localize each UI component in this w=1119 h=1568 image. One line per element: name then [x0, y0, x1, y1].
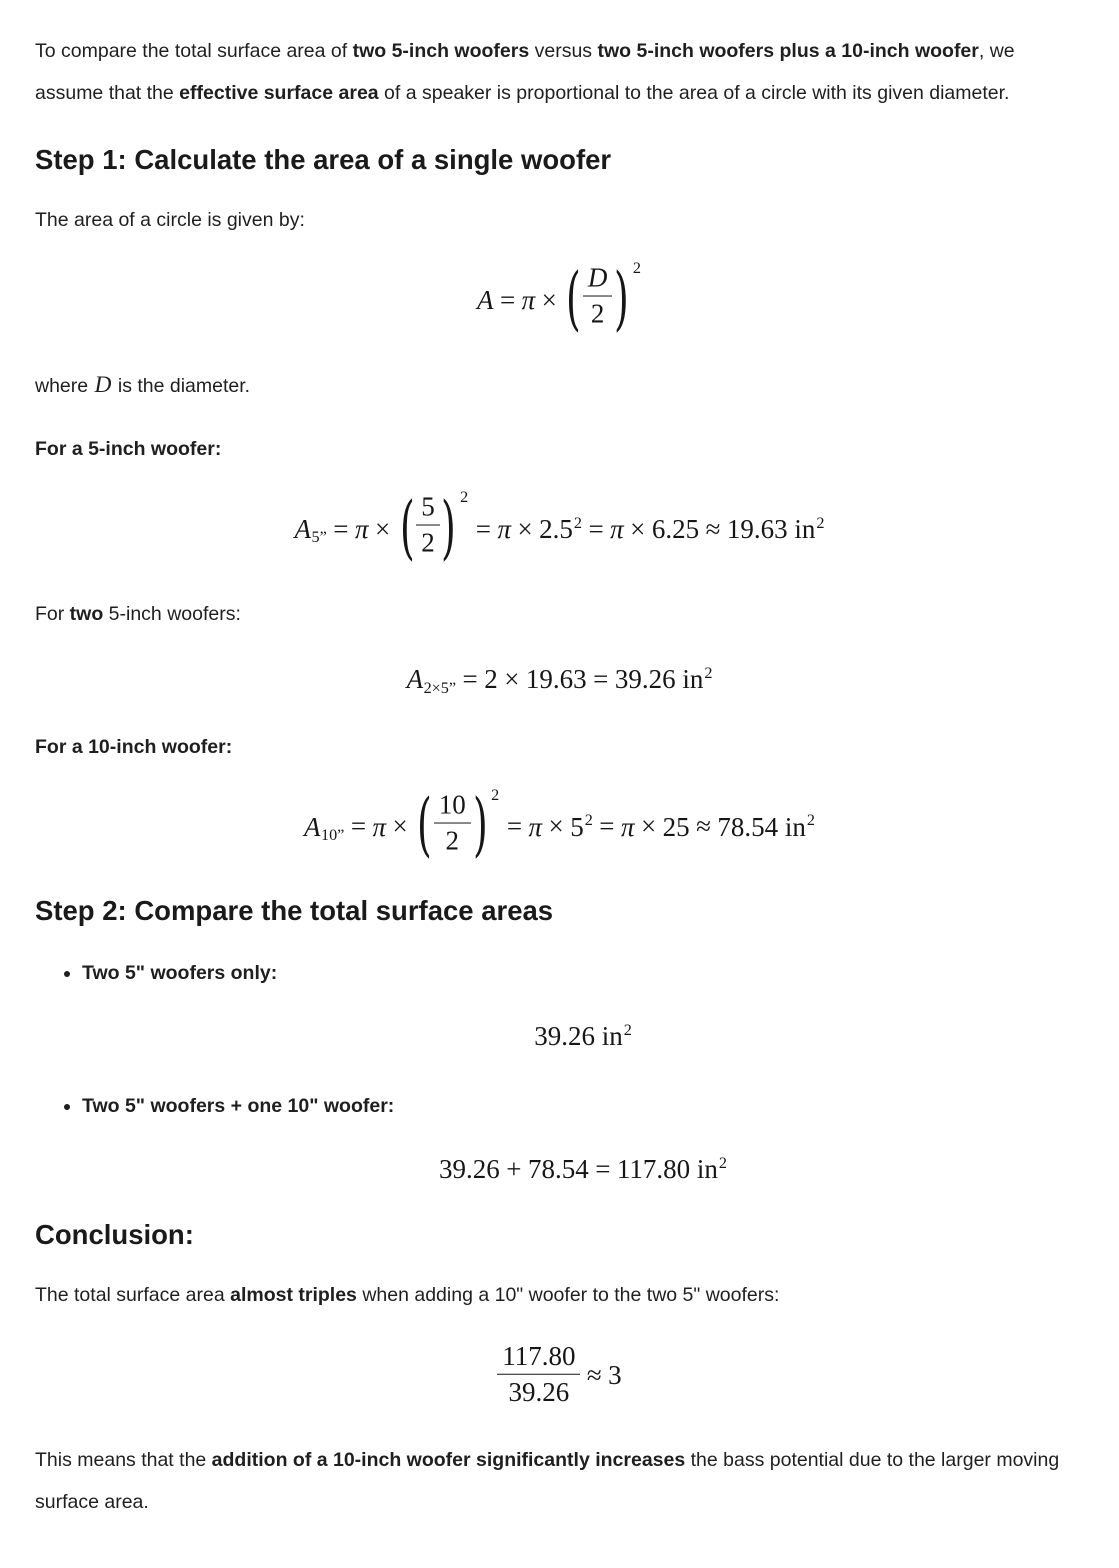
- formula-two-5inch-area: A2×5” = 2 × 19.63 = 39.26 $in^2$: [406, 664, 713, 697]
- circle-area-intro: The area of a circle is given by:: [35, 208, 305, 231]
- list-item-two-5inch-plus-10inch: [82, 1085, 1084, 1187]
- comparison-list: [35, 952, 1084, 1187]
- list-item-two-5inch-only: [82, 952, 1084, 1054]
- bullet-label-two-5inch-only: • Two 5" woofers only:: [82, 962, 278, 985]
- answer-document: [35, 30, 1084, 1523]
- step1-heading: Step 1: Calculate the area of a single woofer: [35, 144, 612, 175]
- label-10inch-woofer: For a 10-inch woofer:: [35, 735, 233, 758]
- formula-ratio: $\frac{117.80}{39.26}$ ≈ 3: [35, 1342, 1084, 1413]
- formula-5inch-area: A5” = π × ( 5 2 ) 2 = $\pi \times 2.5^2 = \pi \times 6.25 \approx 19.63$ $in^2$: [294, 487, 825, 568]
- formula-combined-total: 39.26 + 78.54 = 117.80 $in^2$: [439, 1153, 727, 1184]
- formula-10inch-area: A10” = π × ( 10 2 ) 2 = $\pi \times 5^2 = \pi \times 25 \approx 78.54$ $in^2$: [303, 785, 815, 866]
- diameter-note: where D is the diameter.: [35, 371, 251, 398]
- conclusion-heading: Conclusion:: [35, 1219, 194, 1251]
- formula-circle-area: A = π × ( D 2 ) 2: [477, 258, 641, 339]
- label-two-5inch-woofers: For two 5-inch woofers:: [35, 603, 241, 626]
- label-5inch-woofer: For a 5-inch woofer:: [35, 437, 222, 460]
- step2-heading: Step 2: Compare the total surface areas: [35, 894, 554, 926]
- formula-two-5inch-total: 39.26 $in^2$: [534, 1021, 632, 1052]
- bullet-label-two-5inch-plus-10inch: • Two 5" woofers + one 10" woofer:: [82, 1094, 395, 1117]
- intro-paragraph: To compare the total surface area of two 5-inch woofers versus two 5-inch woofers plus a 10-inch woofer, we assume that the effective surface area of a speaker is proportional to the area of a circle with its given diameter.: [35, 40, 1015, 104]
- closing-paragraph: This means that the addition of a 10-inch woofer significantly increases the bass potential due to the larger moving surface area.: [35, 1449, 1060, 1514]
- conclusion-summary: The total surface area almost triples when adding a 10" woofer to the two 5" woofers:: [35, 1284, 780, 1307]
